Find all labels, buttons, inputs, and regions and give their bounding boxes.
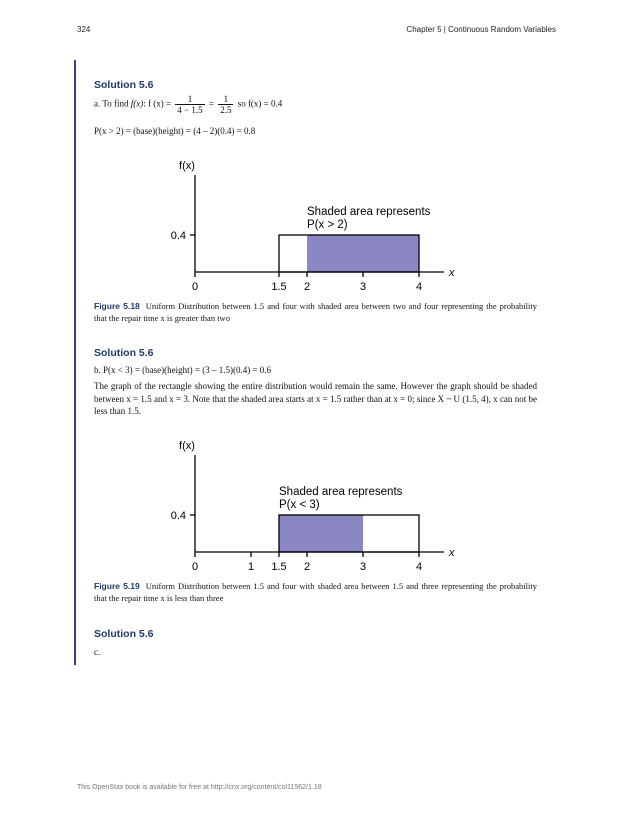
equals-sign: = xyxy=(206,98,217,109)
annotation-line-2: P(x > 2) xyxy=(307,219,348,231)
x-tick-label: 1 xyxy=(247,561,255,573)
x-tick-label: 2 xyxy=(303,281,311,293)
x-axis-label: x xyxy=(449,547,455,559)
annotation-line-1: Shaded area represents xyxy=(279,486,403,498)
solution-heading-c: Solution 5.6 xyxy=(94,628,154,640)
fraction-2-numerator: 1 xyxy=(218,94,233,105)
solution-b-paragraph: The graph of the rectangle showing the entire distribution would remain the same. However the graph should be shaded between x = 1.5 and x = 3. Note that the shaded area starts at x = 1.5 rather than at x = 0; since X ~ U (1.5, 4), x can not be less than 1.5. xyxy=(94,381,537,416)
line1-mid: : f (x) = xyxy=(143,98,174,109)
solution-side-rule xyxy=(74,60,76,665)
figure-5-18-chart xyxy=(160,150,480,295)
shaded-area xyxy=(307,235,419,272)
annotation-line-1: Shaded area represents xyxy=(307,206,431,218)
fraction-2 xyxy=(218,94,233,115)
solution-heading-a: Solution 5.6 xyxy=(94,79,154,91)
line1-prefix: a. To find xyxy=(94,98,131,109)
x-tick-label: 0 xyxy=(191,561,199,573)
x-tick-label: 2 xyxy=(303,561,311,573)
shaded-area xyxy=(279,515,363,552)
figure-5-18-caption-text: Uniform Distribution between 1.5 and four with shaded area between two and four representing the probability that the repair time x is greater than two xyxy=(94,301,537,323)
figure-5-19-chart xyxy=(160,430,480,575)
x-tick-label: 0 xyxy=(191,281,199,293)
x-tick-label: 4 xyxy=(415,281,423,293)
x-tick-label: 3 xyxy=(359,281,367,293)
figure-5-18-label: Figure 5.18 xyxy=(94,301,140,311)
y-axis-label: f(x) xyxy=(179,160,195,172)
solution-a-line2: P(x > 2) = (base)(height) = (4 – 2)(0.4) = 0.8 xyxy=(94,126,256,136)
figure-5-18-caption xyxy=(94,300,537,324)
solution-a-line1 xyxy=(94,94,282,115)
x-axis-label: x xyxy=(449,267,455,279)
fraction-2-denominator: 2.5 xyxy=(220,105,232,115)
figure-5-19-caption xyxy=(94,580,537,604)
fraction-1-denominator: 4 − 1.5 xyxy=(177,105,203,115)
chapter-title: Chapter 5 | Continuous Random Variables xyxy=(406,25,556,34)
annotation-line-2: P(x < 3) xyxy=(279,499,320,511)
solution-c-line1: c. xyxy=(94,647,101,657)
x-tick-label: 4 xyxy=(415,561,423,573)
fraction-1-numerator: 1 xyxy=(175,94,204,105)
fraction-1 xyxy=(175,94,204,115)
y-tick-label: 0.4 xyxy=(170,510,186,522)
page-footer: This OpenStax book is available for free at http://cnx.org/content/col11562/1.18 xyxy=(77,784,322,791)
line1-fx: f(x) xyxy=(130,98,144,109)
figure-5-19-caption-text: Uniform Distribution between 1.5 and four with shaded area between 1.5 and three representing the probability that the repair time x is less than three xyxy=(94,581,537,603)
y-tick-label: 0.4 xyxy=(170,230,186,242)
solution-heading-b: Solution 5.6 xyxy=(94,347,154,359)
x-tick-label: 1.5 xyxy=(271,281,287,293)
figure-5-19-label: Figure 5.19 xyxy=(94,581,140,591)
y-axis-label: f(x) xyxy=(179,440,195,452)
x-tick-label: 3 xyxy=(359,561,367,573)
solution-b-line1: b. P(x < 3) = (base)(height) = (3 – 1.5)(0.4) = 0.6 xyxy=(94,365,272,375)
page-number: 324 xyxy=(77,25,91,34)
line1-suffix: so f(x) = 0.4 xyxy=(235,98,283,109)
x-tick-label: 1.5 xyxy=(271,561,287,573)
